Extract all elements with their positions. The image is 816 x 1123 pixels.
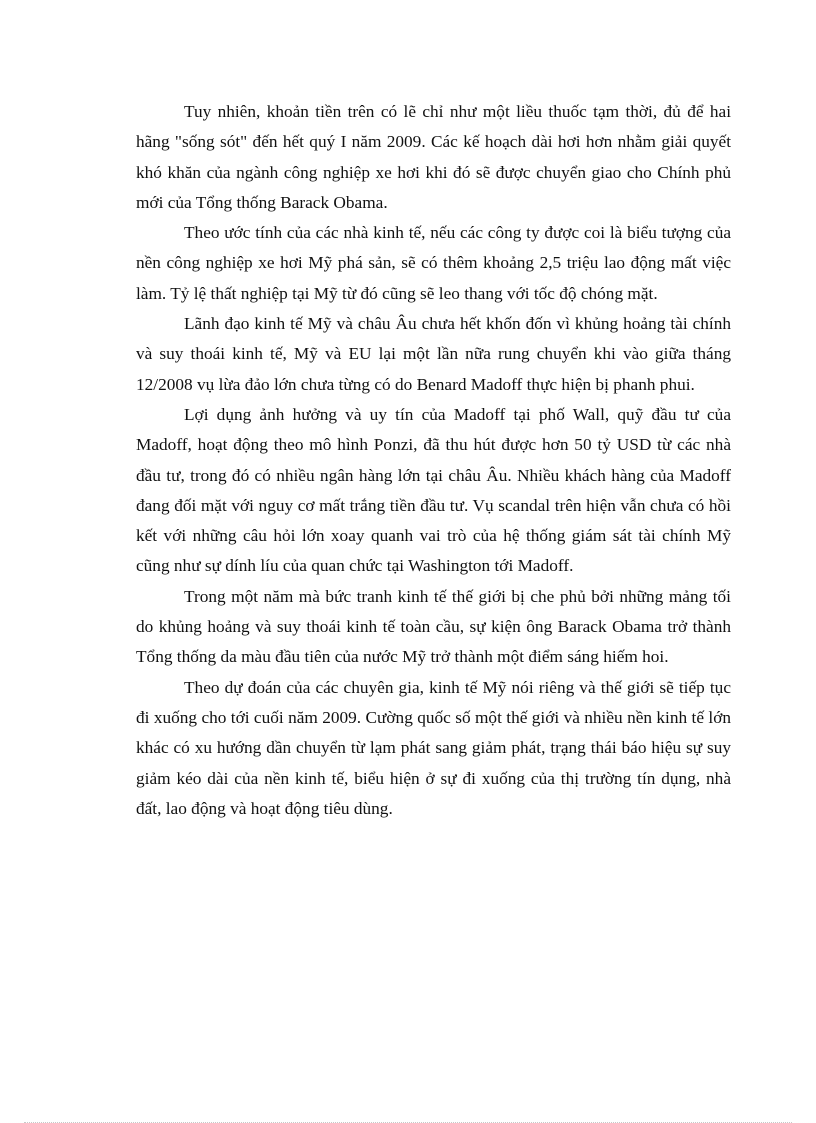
paragraph-4: Lợi dụng ảnh hưởng và uy tín của Madoff tại phố Wall, quỹ đầu tư của Madoff, hoạt động theo mô hình Ponzi, đã thu hút được hơn 50 tỷ USD từ các nhà đầu tư, trong đó có nhiều ngân hàng lớn tại châu Âu. Nhiều khách hàng của Madoff đang đối mặt với nguy cơ mất trắng tiền đầu tư. Vụ scandal trên hiện vẫn chưa có hồi kết với những câu hỏi lớn xoay quanh vai trò của hệ thống giám sát tài chính Mỹ cũng như sự dính líu của quan chức tại Washington tới Madoff. — [136, 404, 731, 576]
paragraph-6: Theo dự đoán của các chuyên gia, kinh tế Mỹ nói riêng và thế giới sẽ tiếp tục đi xuống cho tới cuối năm 2009. Cường quốc số một thế giới và nhiều nền kinh tế lớn khác có xu hướng dần chuyển từ lạm phát sang giảm phát, trạng thái báo hiệu sự suy giảm kéo dài của nền kinh tế, biểu hiện ở sự đi xuống của thị trường tín dụng, nhà đất, lao động và hoạt động tiêu dùng. — [136, 677, 731, 818]
document-body — [136, 97, 731, 824]
paragraph-3: Lãnh đạo kinh tế Mỹ và châu Âu chưa hết khốn đốn vì khủng hoảng tài chính và suy thoái kinh tế, Mỹ và EU lại một lần nữa rung chuyển khi vào giữa tháng 12/2008 vụ lừa đảo lớn chưa từng có do Benard Madoff thực hiện bị phanh phui. — [136, 314, 731, 394]
paragraph-1: Tuy nhiên, khoản tiền trên có lẽ chỉ như một liều thuốc tạm thời, đủ để hai hãng "sống sót" đến hết quý I năm 2009. Các kế hoạch dài hơi hơn nhằm giải quyết khó khăn của ngành công nghiệp xe hơi khi đó sẽ được chuyển giao cho Chính phủ mới của Tổng thống Barack Obama. — [136, 102, 731, 212]
paragraph-5: Trong một năm mà bức tranh kinh tế thế giới bị che phủ bởi những mảng tối do khủng hoảng và suy thoái kinh tế toàn cầu, sự kiện ông Barack Obama trở thành Tổng thống da màu đầu tiên của nước Mỹ trở thành một điểm sáng hiếm hoi. — [136, 586, 731, 667]
paragraph-2: Theo ước tính của các nhà kinh tế, nếu các công ty được coi là biểu tượng của nền công nghiệp xe hơi Mỹ phá sản, sẽ có thêm khoảng 2,5 triệu lao động mất việc làm. Tỷ lệ thất nghiệp tại Mỹ từ đó cũng sẽ leo thang với tốc độ chóng mặt. — [136, 223, 731, 303]
